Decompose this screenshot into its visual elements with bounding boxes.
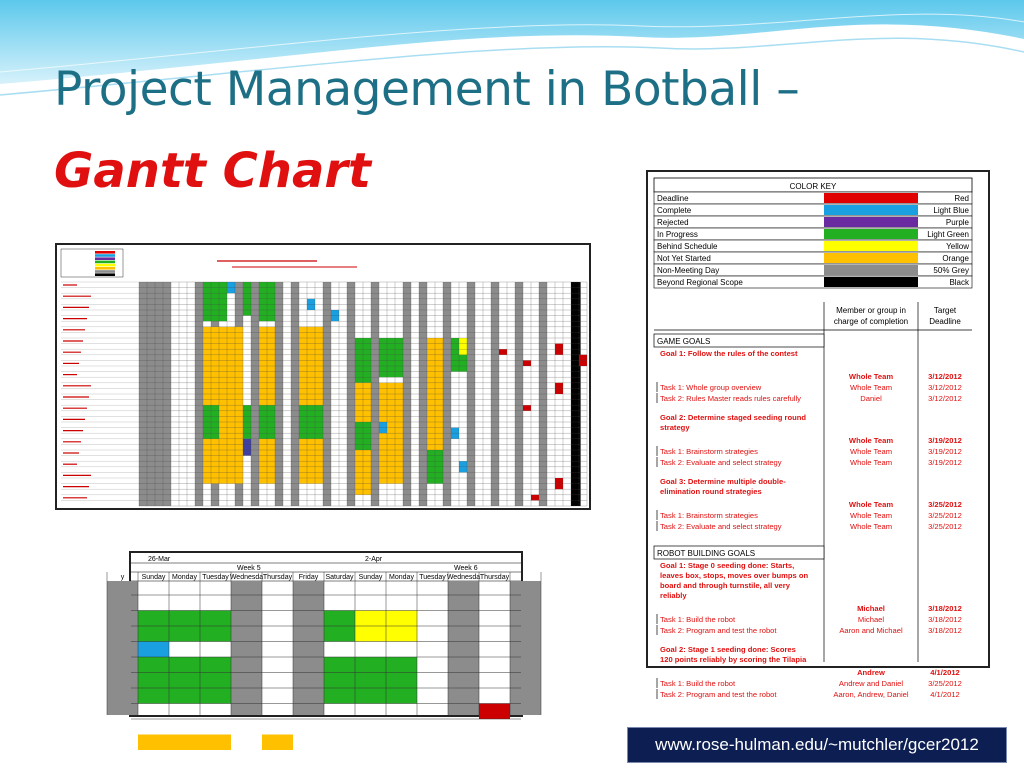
goal-member: Andrew [857, 668, 885, 677]
task-label: Task 2: Evaluate and select strategy [660, 458, 782, 467]
color-key-swatch [824, 193, 918, 203]
thumb-gantt-block [499, 349, 507, 355]
source-url: www.rose-hulman.edu/~mutchler/gcer2012 [627, 727, 1007, 763]
color-key-swatch [824, 217, 918, 227]
color-key-swatch [824, 241, 918, 251]
color-key-label: Beyond Regional Scope [657, 278, 743, 287]
task-deadline: 3/19/2012 [928, 447, 962, 456]
task-member: Daniel [860, 394, 882, 403]
zoom-gantt-cell [138, 688, 231, 704]
thumb-mini-key-swatch [95, 267, 115, 270]
task-label: Task 1: Build the robot [660, 615, 736, 624]
task-label: Task 1: Build the robot [660, 679, 736, 688]
task-label: Task 2: Program and test the robot [660, 690, 777, 699]
zoom-gantt-cell [138, 735, 231, 751]
zoom-day-label: Monday [389, 574, 414, 581]
zoom-gantt-cell [324, 626, 355, 642]
goal-member: Whole Team [848, 436, 894, 445]
color-key-label: Behind Schedule [657, 242, 718, 251]
color-key-swatch [824, 277, 918, 287]
zoom-gantt-cell [324, 688, 417, 704]
thumb-gantt-block [243, 439, 251, 456]
goal-label: Goal 2: Determine staged seeding round [660, 413, 806, 422]
task-deadline: 4/1/2012 [930, 690, 960, 699]
zoom-gantt-cell [138, 642, 169, 658]
goal-deadline: 3/19/2012 [928, 436, 962, 445]
color-key-color-name: Purple [945, 218, 969, 227]
zoom-nonmeeting-column [231, 581, 262, 715]
color-key-color-name: Orange [942, 254, 969, 263]
color-key-color-name: Light Blue [933, 206, 969, 215]
color-key-color-name: Light Green [927, 230, 969, 239]
color-key-swatch [824, 265, 918, 275]
color-key-swatch [824, 205, 918, 215]
task-deadline: 3/12/2012 [928, 394, 962, 403]
thumb-mini-key-swatch [95, 261, 115, 264]
task-label: Task 2: Evaluate and select strategy [660, 522, 782, 531]
color-key-color-name: Yellow [946, 242, 969, 251]
section-header: GAME GOALS [657, 337, 711, 346]
color-key-label: In Progress [657, 230, 698, 239]
goal-label: board and through turnstile, all very [660, 581, 790, 590]
zoom-gantt-cell [324, 611, 355, 627]
zoom-day-label: Wednesda [229, 574, 264, 581]
color-key-row [654, 216, 972, 228]
goal-label: 120 points reliably by scoring the Tilapia [660, 655, 807, 664]
section-header: ROBOT BUILDING GOALS [657, 549, 756, 558]
task-label: Task 1: Brainstorm strategies [660, 447, 758, 456]
zoom-day-label: Tuesday [419, 574, 446, 581]
zoom-day-label: Tuesday [202, 574, 229, 581]
slide-subtitle: Gantt Chart [54, 143, 371, 199]
gantt-thumbnail [55, 243, 591, 510]
thumb-gantt-block [459, 338, 467, 355]
task-member: Aaron and Michael [839, 626, 903, 635]
task-deadline: 3/25/2012 [928, 522, 962, 531]
thumb-gantt-block [531, 495, 539, 501]
zoom-nonmeeting-column [510, 581, 541, 715]
task-deadline: 3/19/2012 [928, 458, 962, 467]
goal-deadline: 4/1/2012 [930, 668, 960, 677]
zoom-day-label: Wednesda [446, 574, 481, 581]
zoom-day-label: Thursday [479, 574, 510, 581]
zoom-gantt-cell [479, 704, 510, 720]
color-key-color-name: Black [949, 278, 969, 287]
thumb-mini-key-swatch [95, 270, 115, 273]
gantt-zoom-graphic [120, 553, 521, 715]
zoom-gantt-cell [138, 657, 231, 673]
thumb-mini-key-swatch [95, 264, 115, 267]
color-key-label: Deadline [657, 194, 689, 203]
zoom-day-label: Saturday [325, 574, 354, 581]
color-key-swatch [824, 253, 918, 263]
zoom-day-label: Friday [298, 574, 319, 581]
slide-title: Project Management in Botball – [54, 62, 800, 117]
task-deadline: 3/25/2012 [928, 511, 962, 520]
zoom-day-label: Sunday [141, 574, 166, 581]
member-column-header: Member or group in [836, 306, 906, 315]
goal-deadline: 3/18/2012 [928, 604, 962, 613]
goal-member: Whole Team [848, 372, 894, 381]
task-member: Whole Team [849, 511, 893, 520]
goal-member: Whole Team [848, 500, 894, 509]
task-member: Andrew and Daniel [838, 679, 904, 688]
goal-deadline: 3/12/2012 [928, 372, 962, 381]
color-key-table [646, 170, 990, 699]
thumb-mini-key-swatch [95, 254, 115, 257]
color-key-label: Non-Meeting Day [657, 266, 720, 275]
color-key-label: Complete [657, 206, 692, 215]
task-member: Michael [857, 615, 885, 624]
thumb-gantt-block [219, 282, 227, 321]
color-key-swatch [824, 229, 918, 239]
zoom-week-label: Week 5 [237, 565, 261, 572]
zoom-day-label: Sunday [358, 574, 383, 581]
thumb-mini-key-swatch [95, 251, 115, 254]
task-member: Whole Team [849, 522, 893, 531]
color-key-label: Not Yet Started [657, 254, 711, 263]
color-key-graphic [648, 172, 988, 699]
task-deadline: 3/25/2012 [928, 679, 962, 688]
zoom-gantt-cell [324, 673, 417, 689]
color-key-row [654, 228, 972, 240]
goal-label: reliably [660, 591, 687, 600]
color-key-row [654, 204, 972, 216]
gantt-thumbnail-graphic [57, 245, 589, 508]
target-column-header: Target [933, 306, 957, 315]
task-member: Whole Team [849, 383, 893, 392]
color-key-color-name: Red [954, 194, 969, 203]
task-deadline: 3/18/2012 [928, 615, 962, 624]
goal-label: Goal 1: Stage 0 seeding done: Starts, [660, 561, 795, 570]
thumb-mini-key-swatch [95, 273, 115, 276]
goal-label: Goal 1: Follow the rules of the contest [660, 349, 798, 358]
task-label: Task 2: Program and test the robot [660, 626, 777, 635]
goal-label: Goal 3: Determine multiple double- [660, 477, 786, 486]
zoom-date-label: 2-Apr [365, 556, 383, 563]
task-label: Task 1: Brainstorm strategies [660, 511, 758, 520]
thumb-mini-key-swatch [95, 257, 115, 260]
thumb-gantt-block [379, 338, 403, 377]
zoom-day-label: Monday [172, 574, 197, 581]
goal-deadline: 3/25/2012 [928, 500, 962, 509]
zoom-gantt-cell [262, 735, 293, 751]
task-deadline: 3/12/2012 [928, 383, 962, 392]
zoom-gantt-cell [138, 611, 231, 627]
zoom-day-label: y [120, 574, 125, 581]
zoom-gantt-cell [138, 673, 231, 689]
zoom-nonmeeting-column [448, 581, 479, 715]
color-key-color-name: 50% Grey [933, 266, 969, 275]
goal-label: Goal 2: Stage 1 seeding done: Scores [660, 645, 796, 654]
zoom-week-label: Week 6 [454, 565, 478, 572]
color-key-label: Rejected [657, 218, 689, 227]
target-column-header: Deadline [929, 317, 961, 326]
goal-label: elimination round strategies [660, 487, 762, 496]
thumb-gantt-block [523, 360, 531, 366]
task-label: Task 2: Rules Master reads rules carefully [660, 394, 801, 403]
task-member: Whole Team [849, 458, 893, 467]
goal-label: leaves box, stops, moves over bumps on [660, 571, 809, 580]
task-label: Task 1: Whole group overview [660, 383, 762, 392]
thumb-gantt-block [523, 405, 531, 411]
zoom-gantt-cell [324, 657, 417, 673]
gantt-zoom-detail [120, 551, 523, 717]
goal-label: strategy [660, 423, 690, 432]
member-column-header: charge of completion [833, 317, 909, 326]
task-deadline: 3/18/2012 [928, 626, 962, 635]
zoom-date-label: 26-Mar [148, 556, 171, 563]
task-member: Whole Team [849, 447, 893, 456]
color-key-header: COLOR KEY [789, 182, 837, 191]
color-key-row [654, 192, 972, 204]
task-member: Aaron, Andrew, Daniel [833, 690, 909, 699]
zoom-nonmeeting-column [107, 581, 138, 715]
zoom-day-label: Thursday [262, 574, 293, 581]
zoom-gantt-cell [138, 626, 231, 642]
zoom-nonmeeting-column [293, 581, 324, 715]
goal-member: Michael [857, 604, 885, 613]
